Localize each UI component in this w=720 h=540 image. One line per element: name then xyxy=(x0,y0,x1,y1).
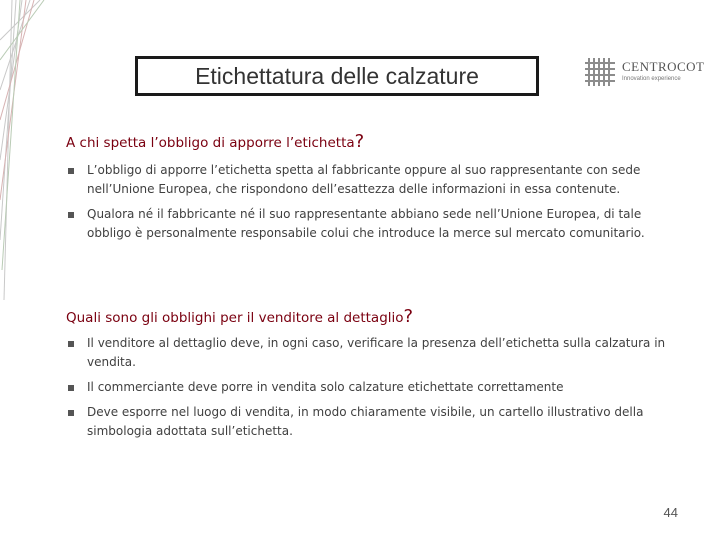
list-item xyxy=(66,378,666,397)
square-bullet-icon xyxy=(68,168,74,174)
square-bullet-icon xyxy=(68,410,74,416)
bullet-text: Deve esporre nel luogo di vendita, in modo chiaramente visibile, un cartello illustrativo della simbologia adottata sull’etichetta. xyxy=(87,405,644,438)
bullet-text: Il venditore al dettaglio deve, in ogni caso, verificare la presenza dell’etichetta sulla calzatura in vendita. xyxy=(87,336,666,369)
square-bullet-icon xyxy=(68,212,74,218)
square-bullet-icon xyxy=(68,341,74,347)
section2-heading-text: Quali sono gli obblighi per il venditore al dettaglio xyxy=(66,310,404,326)
section1-question-mark: ? xyxy=(354,131,365,152)
decorative-corner-lines xyxy=(0,0,60,300)
bullet-text: Il commerciante deve porre in vendita solo calzature etichettate correttamente xyxy=(87,380,564,394)
bullet-text: Qualora né il fabbricante né il suo rappresentante abbiano sede nell’Unione Europea, di tale obbligo è personalmente responsabile colui che introduce la merce sul mercato comunitario. xyxy=(87,207,645,240)
logo-tagline: Innovation experience xyxy=(622,76,681,82)
list-item xyxy=(66,334,666,372)
section1-heading-text: A chi spetta l’obbligo di apporre l’etichetta xyxy=(66,135,355,151)
square-bullet-icon xyxy=(68,385,74,391)
slide-title: Etichettatura delle calzature xyxy=(135,56,539,96)
section2-heading xyxy=(66,306,413,327)
bullet-text: L’obbligo di apporre l’etichetta spetta al fabbricante oppure al suo rappresentante con sede nell’Unione Europea, che rispondono dell’esattezza delle informazioni in essa contenute. xyxy=(87,163,641,196)
logo-name: CENTROCOT xyxy=(622,59,705,74)
list-item xyxy=(66,403,666,441)
centrocot-logo-icon xyxy=(584,55,618,89)
section2-question-mark: ? xyxy=(403,306,414,327)
section2-bullet-list xyxy=(66,334,666,447)
section1-bullet-list xyxy=(66,161,666,249)
section1-heading xyxy=(66,131,364,152)
page-number: 44 xyxy=(663,505,678,520)
centrocot-logo xyxy=(584,55,705,89)
list-item xyxy=(66,161,666,199)
list-item xyxy=(66,205,666,243)
